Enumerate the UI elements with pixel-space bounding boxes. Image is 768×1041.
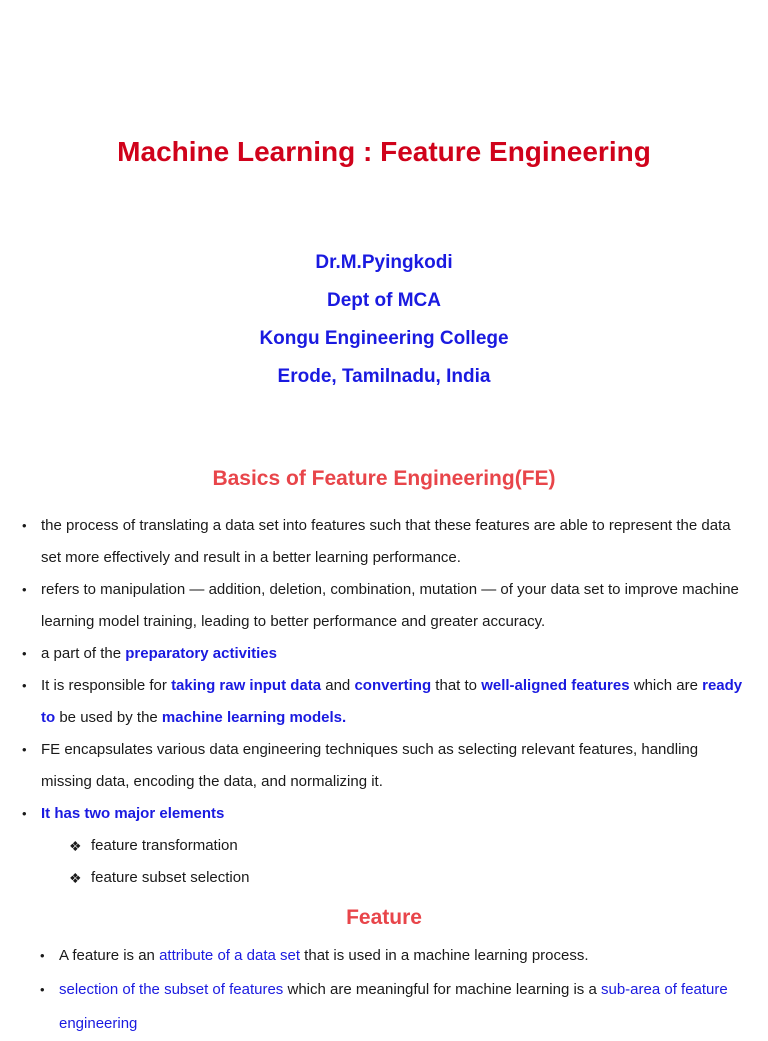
sub-item-text: feature transformation <box>91 837 238 854</box>
bullet-text: and <box>321 677 355 694</box>
highlight-text: attribute of a data set <box>159 947 301 964</box>
bullet-text: A feature is an <box>59 947 160 964</box>
sub-list-item <box>69 862 752 894</box>
basics-heading: Basics of Feature Engineering(FE) <box>212 467 556 490</box>
bullet-text: which are <box>629 677 703 694</box>
bullet-icon: • <box>22 806 27 821</box>
bullet-icon: • <box>22 582 27 597</box>
bullet-text: It is responsible for <box>41 677 172 694</box>
diamond-bullet-icon: ❖ <box>69 870 82 886</box>
author-block <box>0 249 768 401</box>
diamond-bullet-icon: ❖ <box>69 838 82 854</box>
highlight-text: well-aligned features <box>481 677 630 694</box>
highlight-text: machine learning models. <box>161 709 347 726</box>
bullet-text: which are meaningful for machine learning is a <box>283 981 601 998</box>
list-item <box>22 510 752 574</box>
list-item <box>40 973 740 1041</box>
author-college: Kongu Engineering College <box>259 328 509 349</box>
highlight-text: It has two major elements <box>41 805 225 822</box>
sub-item-text: feature subset selection <box>91 869 250 886</box>
bullet-text: refers to manipulation — addition, deletion, combination, mutation — of your data set to improve machine learning model training, leading to better performance and greater accuracy. <box>41 581 739 630</box>
highlight-text: ready to <box>41 677 743 726</box>
bullet-text: the process of translating a data set into features such that these features are able to represent the data set more effectively and result in a better learning performance. <box>41 517 731 566</box>
list-item <box>22 734 752 798</box>
list-item <box>40 939 740 973</box>
list-item <box>22 798 752 894</box>
bullet-text: a part of the <box>41 645 126 662</box>
bullet-icon: • <box>40 948 45 963</box>
bullet-icon: • <box>22 678 27 693</box>
sub-list-item <box>69 830 752 862</box>
list-item <box>22 638 752 670</box>
highlight-text: converting <box>354 677 432 694</box>
bullet-icon: • <box>22 518 27 533</box>
author-location: Erode, Tamilnadu, India <box>277 366 491 387</box>
basics-bullet-list <box>22 510 752 894</box>
highlight-text: taking raw input data <box>171 677 322 694</box>
bullet-icon: • <box>40 982 45 997</box>
bullet-text: that is used in a machine learning process. <box>300 947 589 964</box>
bullet-icon: • <box>22 742 27 757</box>
list-item <box>22 574 752 638</box>
highlight-text: selection of the subset of features <box>59 981 284 998</box>
bullet-icon: • <box>22 646 27 661</box>
highlight-text: sub-area of feature engineering <box>59 981 728 1032</box>
bullet-text: be used by the <box>55 709 162 726</box>
page-title: Machine Learning : Feature Engineering <box>117 136 651 167</box>
elements-sublist <box>41 830 752 894</box>
feature-heading: Feature <box>346 906 422 929</box>
author-name: Dr.M.Pyingkodi <box>315 252 453 273</box>
bullet-text: FE encapsulates various data engineering techniques such as selecting relevant features, handling missing data, encoding the data, and normalizing it. <box>41 741 699 790</box>
list-item <box>22 670 752 734</box>
feature-bullet-list <box>40 939 740 1041</box>
author-dept: Dept of MCA <box>327 290 441 311</box>
highlight-text: preparatory activities <box>125 645 277 662</box>
bullet-text: that to <box>431 677 482 694</box>
